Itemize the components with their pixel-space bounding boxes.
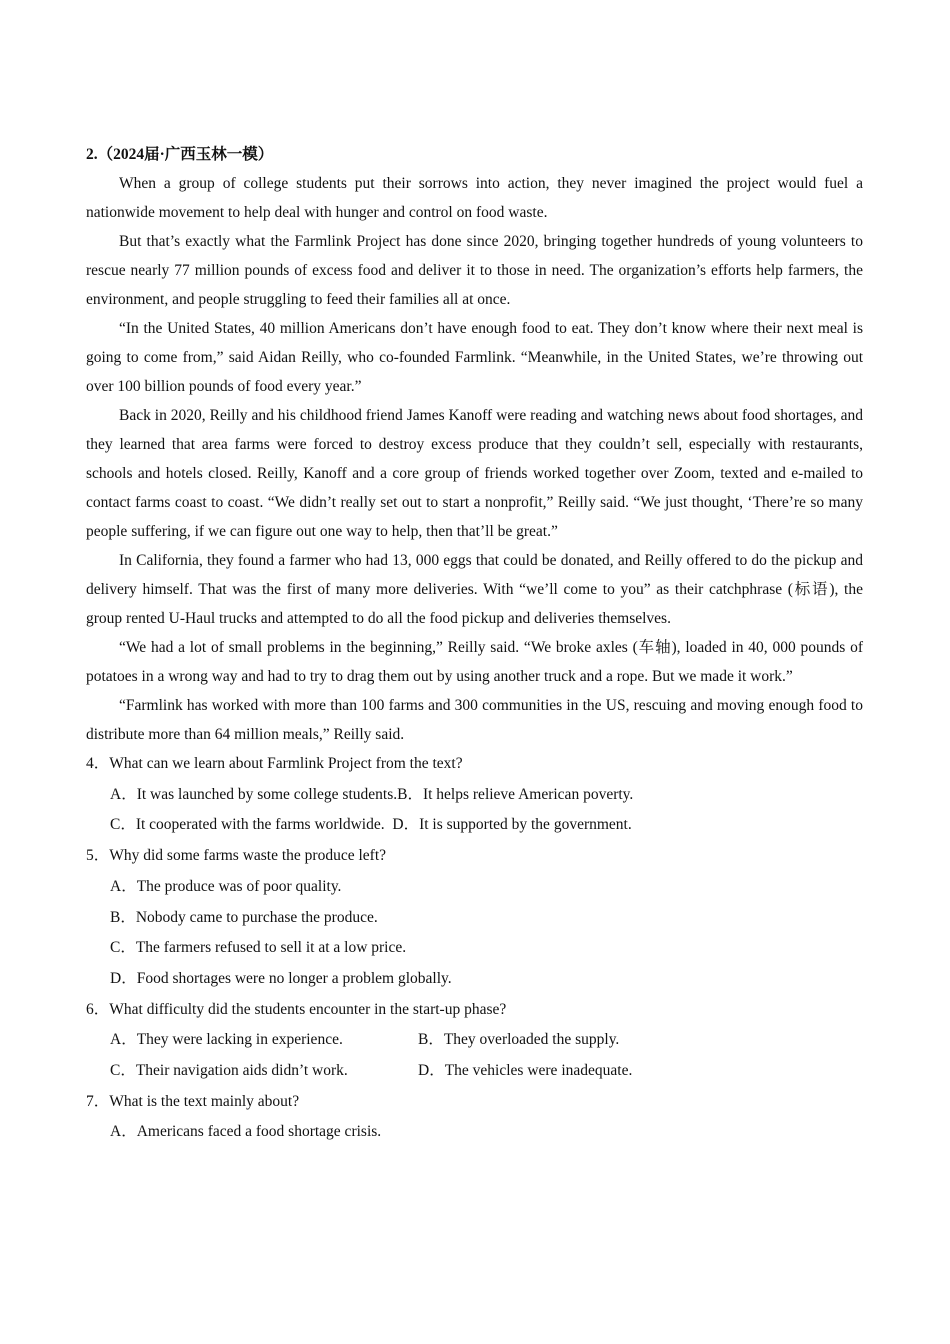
- option-c: C．Their navigation aids didn’t work.: [110, 1062, 348, 1080]
- passage-paragraph-7: “Farmlink has worked with more than 100 farms and 300 communities in the US, rescuing and moving enough food to distribute more than 64 million meals,” Reilly said.: [86, 697, 863, 743]
- section-heading: 2.（2024届·广西玉林一模）: [86, 146, 274, 163]
- option-b: B．They overloaded the supply.: [418, 1031, 620, 1049]
- question-5: [86, 841, 863, 995]
- question-stem: 4．What can we learn about Farmlink Project from the text?: [86, 755, 463, 772]
- passage-paragraph-1: When a group of college students put their sorrows into action, they never imagined the project would fuel a nationwide movement to help deal with hunger and control on food waste.: [86, 175, 863, 221]
- passage-paragraph-3: “In the United States, 40 million Americans don’t have enough food to eat. They don’t know where their next meal is going to come from,” said Aidan Reilly, who co-founded Farmlink. “Meanwhile, in the United States, we’re throwing out over 100 billion pounds of food every year.”: [86, 320, 863, 395]
- option-row: [110, 810, 863, 841]
- option-a: A．The produce was of poor quality.: [110, 877, 342, 895]
- question-7: [86, 1087, 863, 1148]
- passage-paragraph-4: Back in 2020, Reilly and his childhood friend James Kanoff were reading and watching news about food shortages, and they learned that area farms were forced to destroy excess produce that they couldn’t sell, especially with restaurants, schools and hotels closed. Reilly, Kanoff and a core group of friends worked together over Zoom, texted and e-mailed to contact farms coast to coast. “We didn’t really set out to start a nonprofit,” Reilly said. “We just thought, ‘There’re so many people suffering, if we can figure out one way to help, then that’ll be great.”: [86, 407, 863, 540]
- question-stem: 7．What is the text mainly about?: [86, 1092, 300, 1110]
- question-6: [86, 995, 863, 1087]
- option-row: [110, 780, 863, 811]
- document-page: [86, 140, 863, 1148]
- option-d: D．The vehicles were inadequate.: [418, 1062, 633, 1080]
- passage: [86, 169, 863, 749]
- passage-paragraph-5: In California, they found a farmer who had 13, 000 eggs that could be donated, and Reilly offered to do the pickup and delivery himself. That was the first of many more deliveries. With “we’ll come to you” as their catchphrase (标语), the group rented U-Haul trucks and attempted to do all the food pickup and deliveries themselves.: [86, 552, 863, 627]
- option-b: B．It helps relieve American poverty.: [397, 785, 634, 803]
- passage-paragraph-2: But that’s exactly what the Farmlink Project has done since 2020, bringing together hundreds of young volunteers to rescue nearly 77 million pounds of excess food and deliver it to those in need. The organization’s efforts help farmers, the environment, and people struggling to feed their families all at once.: [86, 233, 863, 308]
- option-b: B．Nobody came to purchase the produce.: [110, 908, 378, 926]
- option-row: [110, 1056, 863, 1087]
- option-d: D．Food shortages were no longer a problem globally.: [110, 969, 452, 987]
- option-a: A．They were lacking in experience.: [110, 1031, 343, 1049]
- option-row: [110, 1025, 863, 1056]
- option-a: A．It was launched by some college students.: [110, 785, 398, 803]
- passage-paragraph-6: “We had a lot of small problems in the beginning,” Reilly said. “We broke axles (车轴), loaded in 40, 000 pounds of potatoes in a wrong way and had to try to drag them out by using another truck and a rope. But we made it work.”: [86, 639, 863, 685]
- question-4: [86, 749, 863, 841]
- option-c: C．The farmers refused to sell it at a low price.: [110, 939, 407, 957]
- question-stem: 5．Why did some farms waste the produce left?: [86, 847, 387, 865]
- option-c: C．It cooperated with the farms worldwide.: [110, 816, 385, 834]
- question-stem: 6．What difficulty did the students encounter in the start-up phase?: [86, 1000, 507, 1018]
- option-d: D．It is supported by the government.: [392, 816, 632, 834]
- option-a: A．Americans faced a food shortage crisis.: [110, 1123, 382, 1141]
